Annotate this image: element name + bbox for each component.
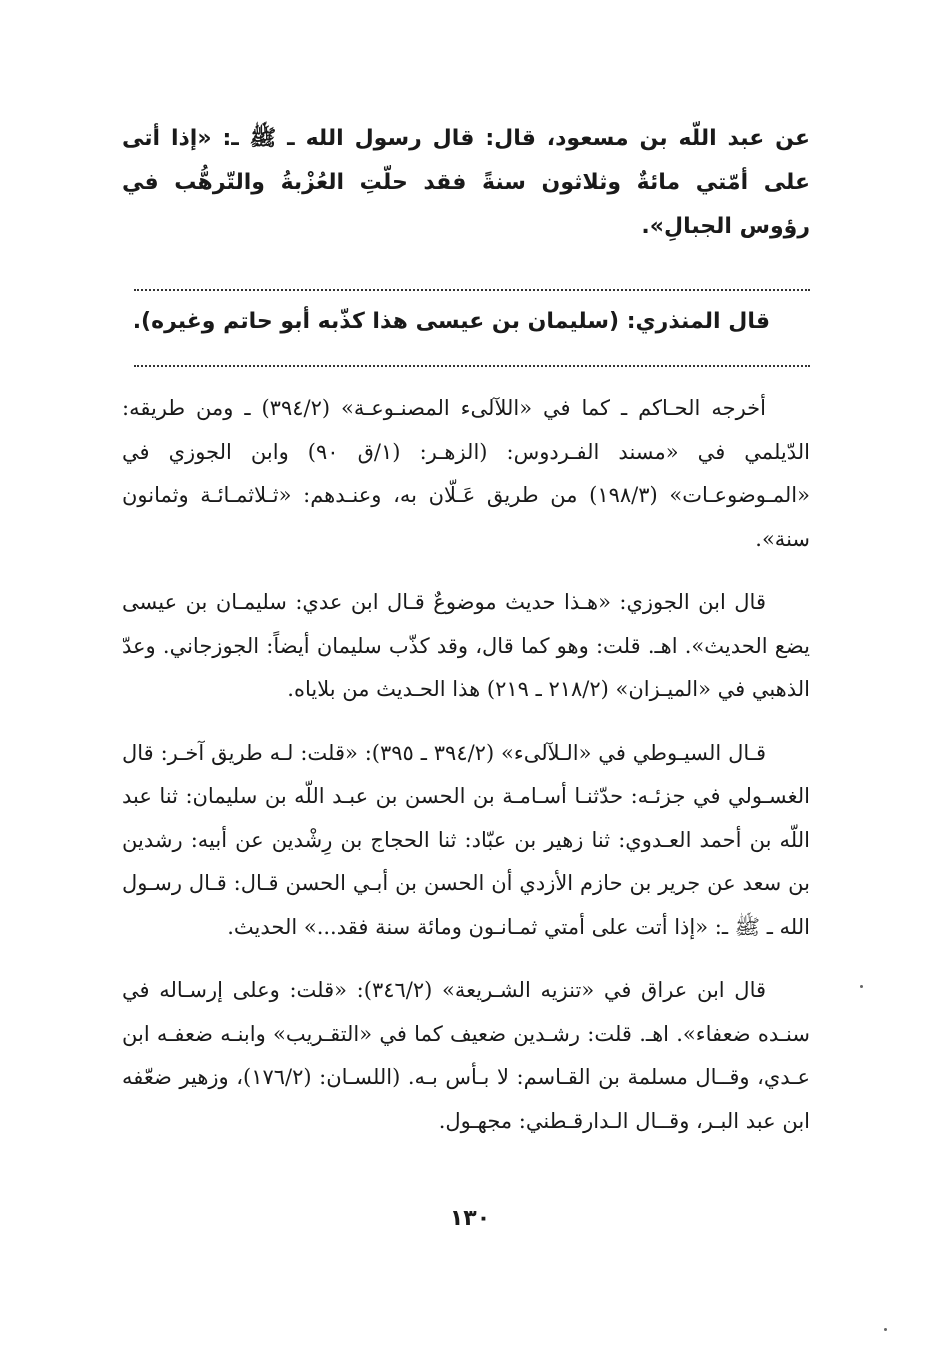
paragraph-takhrij: أخرجه الحـاكم ـ كما في «اللآلىء المصنـوعـة» (٣٩٤/٢) ـ ومن طريقه: الدّيلمي في «مسند الفـردوس: (الزهـر: (١/ق ٩٠) وابن الجوزي في «المـوضوعـات» (١٩٨/٣) من طريق عَـلّان به، وعنـدهم: «ثـلاثمـائـة وثمانون سنة». [122,396,810,551]
paragraph-ibn-al-jawzi: قال ابن الجوزي: «هـذا حديث موضوعٌ قـال ابن عدي: سليمـان بن عيسى يضع الحديث». اهـ. قلت: وهو كما قال، وقد كذّب سليمان أيضاً: الجوزجاني. وعدّ الذهبي في «الميـزان» (٢١٨/٢ ـ ٢١٩) هذا الحـديث من بلاياه. [122,590,810,701]
scan-speck [884,1328,887,1331]
hadith-text: عن عبد اللّه بن مسعود، قال: قال رسول الله ـ ﷺ ـ: «إذا أتى على أمّتي مائةٌ وثلاثون سنةً فقد حلّتِ العُزْبةُ والتّرهُّب في رؤوس الجبالِ». [122,126,810,239]
dotted-separator-top [134,289,810,291]
page-number: ١٣٠ [449,1206,491,1231]
scan-speck [860,985,863,988]
dotted-separator-bottom [134,365,810,367]
paragraph-suyuti: قـال السيـوطي في «الـلآلىء» (٣٩٤/٢ ـ ٣٩٥): «قلت: لـه طريق آخـر: قال الغسـولي في جزئـه: حدّثنـا أسـامـة بن الحسن بن عبـد اللّه بن سليمان: ثنا عبد اللّه بن أحمد العـدوي: ثنا زهير بن عبّاد: ثنا الحجاج بن رِشْدين عن أبيه: رشدين بن سعد عن جرير بن حازم الأزدي أن الحسن بن أبـي الحسن قـال: قـال رسـول الله ـ ﷺ ـ: «إذا أتت على أمتي ثمـانـون ومائة سنة فقد...» الحديث. [122,740,810,939]
mundhiri-quote: قال المنذري: (سليمان بن عيسى هذا كذّبه أبو حاتم وغيره). [132,309,770,334]
page-body [122,117,810,1143]
paragraph-ibn-iraq: قال ابن عراق في «تنزيه الشـريعة» (٣٤٦/٢): «قلت: وعلى إرسـاله في سنـده ضعفاء». اهـ. قلت: رشـدين ضعيف كما في «التقـريب» وابنـه ضعفـه ابن عـدي، وقــال مسلمة بن القـاسم: لا بـأس بـه. (اللسـان: (١٧٦/٢)، وزهير ضعّفه ابن عبد البـر، وقــال الـدارقـطني: مجهـول. [122,978,810,1133]
